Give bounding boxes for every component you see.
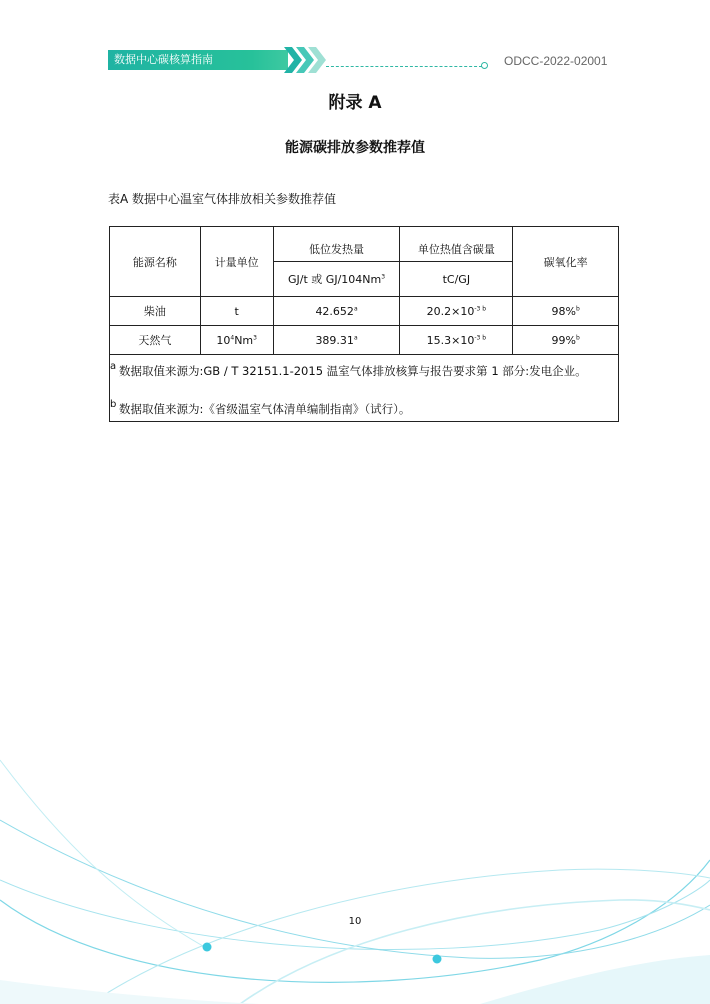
table-header-row	[110, 227, 619, 262]
header-unit: 计量单位	[200, 227, 273, 297]
row-gas-heat: 389.31$^a$	[273, 326, 400, 355]
row-gas-oxidation: 99%$^b$	[513, 326, 619, 355]
section-title: 能源碳排放参数推荐值	[285, 140, 425, 156]
note-b-text: 数据取值来源为:《省级温室气体清单编制指南》（试行）。	[119, 402, 411, 416]
header-title-bar	[108, 50, 288, 70]
row-diesel-carbon: $20.2\times 10^{-3 b}$	[400, 297, 513, 326]
chevron-decoration-icon	[284, 47, 328, 73]
header-low-heat-unit: GJ/t 或 GJ/104Nm$^3$	[273, 262, 400, 297]
document-code: ODCC-2022-02001	[504, 54, 608, 68]
header-oxidation: 碳氧化率	[513, 227, 619, 297]
note-a-mark: a	[110, 361, 117, 372]
note-a	[110, 363, 618, 379]
note-b-mark: b	[110, 399, 117, 410]
parameters-table	[109, 226, 619, 422]
row-diesel-name: 柴油	[110, 297, 201, 326]
note-a-text: 数据取值来源为:GB / T 32151.1-2015 温室气体排放核算与报告要求第 1 部分:发电企业。	[119, 364, 587, 378]
table-row	[110, 326, 619, 355]
header-title: 数据中心碳核算指南	[114, 53, 213, 66]
header-energy-name: 能源名称	[110, 227, 201, 297]
row-diesel-oxidation: 98%$^b$	[513, 297, 619, 326]
header-low-heat: 低位发热量	[273, 227, 400, 262]
note-b	[110, 401, 618, 417]
table-notes	[110, 355, 619, 422]
row-diesel-unit: t	[200, 297, 273, 326]
appendix-title: 附录 A	[328, 93, 382, 113]
row-gas-carbon: $15.3\times 10^{-3 b}$	[400, 326, 513, 355]
row-diesel-heat: 42.652$^a$	[273, 297, 400, 326]
header-line-end-circle-icon	[481, 62, 488, 69]
table-row	[110, 297, 619, 326]
header-dotted-line	[326, 66, 482, 67]
header-carbon-content: 单位热值含碳量	[400, 227, 513, 262]
table-notes-row	[110, 355, 619, 422]
row-gas-unit: $10^4Nm^3$	[200, 326, 273, 355]
page-number: 10	[348, 916, 362, 927]
table-caption: 表A 数据中心温室气体排放相关参数推荐值	[108, 192, 337, 206]
row-gas-name: 天然气	[110, 326, 201, 355]
header-carbon-content-unit: tC/GJ	[400, 262, 513, 297]
